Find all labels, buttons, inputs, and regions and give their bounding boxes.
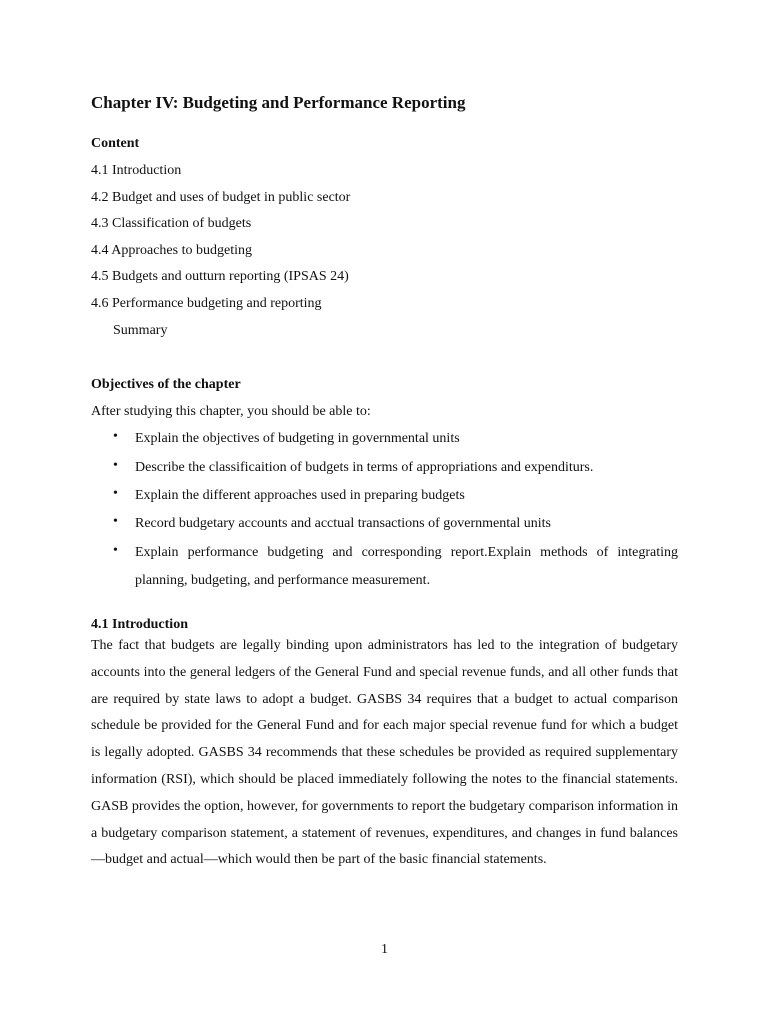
- toc-item: 4.4 Approaches to budgeting: [91, 243, 252, 258]
- objective-text: Explain the different approaches used in preparing budgets: [135, 488, 465, 503]
- toc-item: 4.2 Budget and uses of budget in public sector: [91, 190, 351, 205]
- toc-item: 4.1 Introduction: [91, 163, 182, 178]
- objective-text: Record budgetary accounts and acctual transactions of governmental units: [135, 516, 551, 531]
- toc-item: 4.5 Budgets and outturn reporting (IPSAS 24): [91, 269, 349, 284]
- bullet-icon: •: [113, 543, 118, 558]
- bullet-icon: •: [113, 458, 118, 473]
- objectives-intro: After studying this chapter, you should be able to:: [91, 404, 371, 419]
- bullet-icon: •: [113, 514, 118, 529]
- bullet-icon: •: [113, 429, 118, 444]
- objective-text: Describe the classificaition of budgets in terms of appropriations and expenditurs.: [135, 460, 594, 475]
- introduction-paragraph: The fact that budgets are legally binding upon administrators has led to the integration of budgetary accounts into the general ledgers of the General Fund and special revenue funds, and all other funds that are required by state laws to adopt a budget. GASBS 34 requires that a budget to actual comparison schedule be provided for the General Fund and for each major special revenue fund for which a budget is legally adopted. GASBS 34 recommends that these schedules be provided as required supplementary information (RSI), which should be placed immediately following the notes to the financial statements. GASB provides the option, however, for governments to report the budgetary comparison information in a budgetary comparison statement, a statement of revenues, expenditures, and changes in fund balances—budget and actual—which would then be part of the basic financial statements.: [91, 638, 678, 868]
- bullet-icon: •: [113, 486, 118, 501]
- page-number: 1: [381, 942, 388, 957]
- objective-text: Explain performance budgeting and corresponding report.Explain methods of integrating planning, budgeting, and performance measurement.: [135, 545, 678, 588]
- objective-text: Explain the objectives of budgeting in governmental units: [135, 431, 460, 446]
- toc-item-summary: Summary: [113, 323, 168, 338]
- objectives-heading: Objectives of the chapter: [91, 377, 241, 392]
- toc-item: 4.3 Classification of budgets: [91, 216, 252, 231]
- chapter-title: Chapter IV: Budgeting and Performance Reporting: [91, 93, 466, 112]
- toc-item: 4.6 Performance budgeting and reporting: [91, 296, 322, 311]
- content-heading: Content: [91, 136, 140, 151]
- section-heading: 4.1 Introduction: [91, 617, 188, 632]
